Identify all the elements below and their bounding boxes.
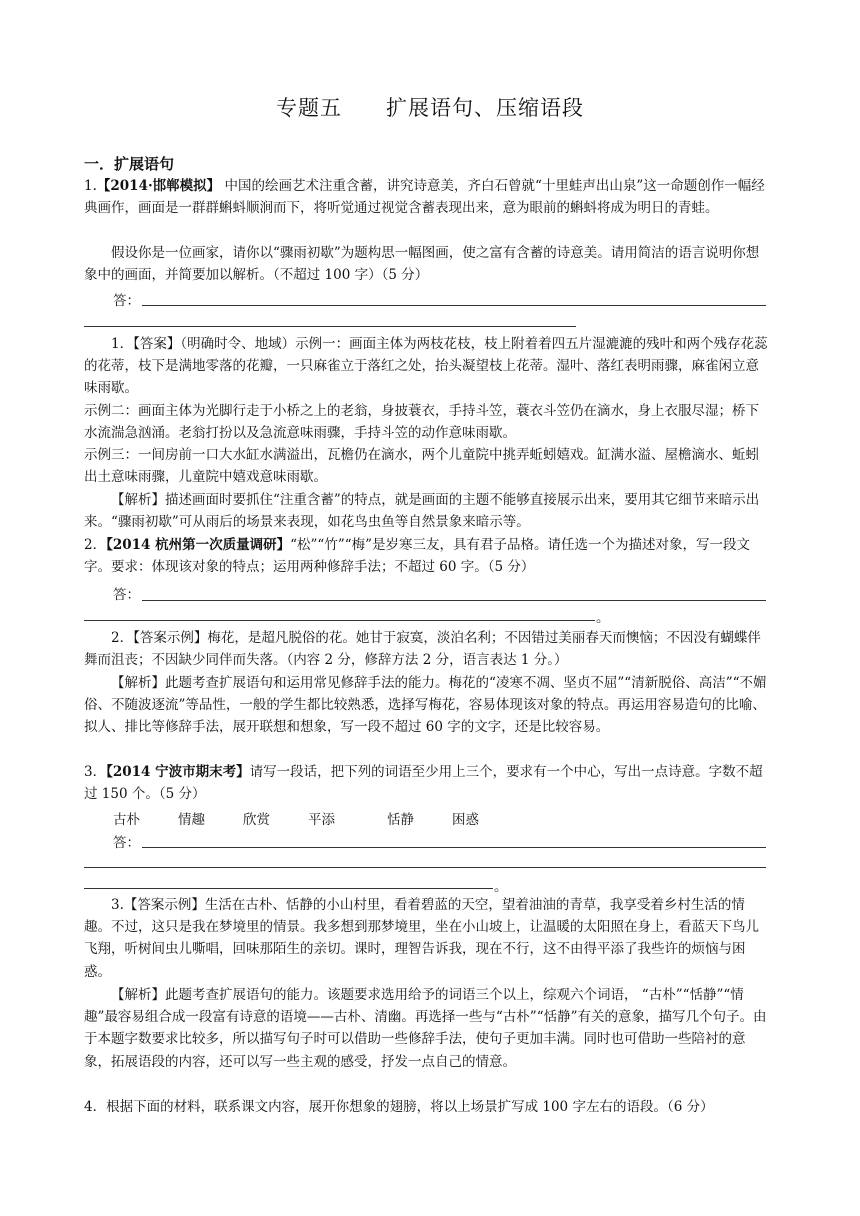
answer-1-head: 1．【答案】 [111,336,181,352]
question-1-task: 假设你是一位画家，请你以“骤雨初歇”为题构思一幅图画，使之富有含蓄的诗意美。请用简洁的语言说明你想象中的画面，并简要加以解析。（不超过 100 字）（5 分） [84,245,760,284]
analysis-2-text: 此题考查扩展语句和运用常见修辞手法的能力。梅花的“凌寒不凋、坚贞不屈”“清新脱俗、高洁”“不媚俗、不随波逐流”等品性，一般的学生都比较熟悉，选择写梅花，容易体现该对象的特点。再运用容易造句的比喻、拟人、排比等修辞手法，展开联想和想象，写一段不超过 60 字的文字，还是比较容易。 [84,675,767,736]
analysis-3-head: 【解析】 [111,987,165,1003]
answer-3-head: 3.【答案示例】 [111,897,205,913]
analysis-2-head: 【解析】 [111,675,165,691]
question-2-source: 【2014 杭州第一次质量调研】 [106,537,291,553]
word-item: 情趣 [178,812,205,828]
analysis-3-text: 此题考查扩展语句的能力。该题要求选用给予的词语三个以上，综观六个词语， “古朴”“恬静”“情趣”最容易组合成一段富有诗意的语境——古朴、清幽。再选择一些与“古朴”“恬静”有关的意象，描写几个句子。由于本题字数要求比较多，所以描写句子时可以借助一些修辞手法，使句子更加丰满。同时也可借助一些陪衬的意象，拓展语段的内容，还可以写一些主观的感受，抒发一点自己的情意。 [84,987,767,1070]
question-1-number: 1. [84,178,97,194]
answer-line[interactable] [84,326,576,327]
answer-1-example-3: 示例三：一间房前一口大水缸水满溢出，瓦檐仍在滴水，两个儿童院中挑弄蚯蚓嬉戏。缸满水溢、屋檐滴水、蚯蚓出土意味雨骤，儿童院中嬉戏意味雨歇。 [84,447,759,486]
answer-line[interactable] [84,620,595,621]
question-3-number: 3． [84,764,107,780]
answer-line[interactable] [84,867,766,868]
word-item: 古朴 [113,812,140,828]
answer-line-end: 。 [596,610,610,626]
question-3 [84,761,768,805]
answer-line[interactable] [142,305,766,306]
answer-label-3: 答： [113,835,140,851]
question-1-source: 【2014·邯郸模拟】 [96,178,221,194]
analysis-1-text: 描述画面时要抓住“注重含蓄”的特点，就是画面的主题不能够直接展示出来，要用其它细节来暗示出来。“骤雨初歇”可从雨后的场景来表现，如花鸟虫鱼等自然景象来暗示等。 [84,492,760,531]
question-2-text: “松”“竹”“梅”是岁寒三友，具有君子品格。请任选一个为描述对象，写一段文字。要求：体现该对象的特点；运用两种修辞手法；不超过 60 字。（5 分） [84,537,751,576]
answer-label-1: 答： [113,293,140,309]
answer-1-example-2: 示例二：画面主体为光脚行走于小桥之上的老翁，身披蓑衣，手持斗笠，蓑衣斗笠仍在滴水，身上衣服尽湿；桥下水流湍急汹涌。老翁打扮以及急流意味雨骤，手持斗笠的动作意味雨歇。 [84,403,759,442]
word-list [113,808,517,828]
answer-line[interactable] [142,600,766,601]
analysis-3 [84,984,768,1073]
question-1-text: 中国的绘画艺术注重含蓄，讲究诗意美，齐白石曾就“十里蛙声出山泉”这一命题创作一幅经典画作，画面是一群群蝌蚪顺涧而下，将听觉通过视觉含蓄表现出来，意为眼前的蝌蚪将成为明日的青蛙。 [84,178,765,217]
question-1 [84,175,768,219]
analysis-1-head: 【解析】 [111,492,165,508]
analysis-2 [84,672,768,739]
page-title [0,92,860,122]
question-4 [84,1096,768,1118]
question-2 [84,534,768,578]
section-heading: 一．扩展语句 [84,155,175,173]
word-item: 欣赏 [243,812,270,828]
question-3-text: 请写一段话，把下列的词语至少用上三个，要求有一个中心，写出一点诗意。字数不超过 150 个。（5 分） [84,764,763,803]
answer-label-2: 答： [113,587,140,603]
answer-1-text: （明确时令、地域）示例一：画面主体为两枝花枝，枝上附着着四五片湿漉漉的残叶和两个残存花蕊的花蒂，枝下是满地零落的花瓣，一只麻雀立于落红之处，抬头凝望枝上花蒂。湿叶、落红表明雨骤，麻雀闲立意味雨歇。 [84,336,768,397]
word-item: 平添 [308,812,335,828]
answer-2 [84,627,768,671]
question-4-text: 根据下面的材料，联系课文内容，展开你想象的翅膀，将以上场景扩写成 100 字左右的语段。（6 分） [106,1099,714,1115]
title-subject: 扩展语句、压缩语段 [386,96,584,120]
answer-2-head: 2．【答案示例】 [111,630,208,646]
answer-line-end: 。 [494,879,508,895]
question-3-source: 【2014 宁波市期末考】 [106,764,250,780]
answer-3 [84,894,768,983]
answer-line[interactable] [142,847,766,848]
answer-1 [84,333,768,400]
word-item: 恬静 [387,812,414,828]
answer-3-text: 生活在古朴、恬静的小山村里，看着碧蓝的天空，望着油油的青草，我享受着乡村生活的情趣。不过，这只是我在梦境里的情景。我多想到那梦境里，坐在小山坡上，让温暖的太阳照在身上，看蓝天下鸟儿飞翔，听树间虫儿嘶唱，回味那陌生的亲切。课时，理智告诉我，现在不行，这不由得平添了我些许的烦恼与困惑。 [84,897,759,980]
question-4-number: 4． [84,1099,107,1115]
question-2-number: 2． [84,537,107,553]
analysis-1 [84,489,768,533]
answer-line[interactable] [84,888,493,889]
answer-2-text: 梅花，是超凡脱俗的花。她甘于寂寞，淡泊名利；不因错过美丽春天而懊恼；不因没有蝴蝶伴舞而沮丧；不因缺少同伴而失落。（内容 2 分，修辞方法 2 分，语言表达 1 分。） [84,630,761,669]
title-topic: 专题五 [276,96,342,120]
word-item: 困惑 [452,812,479,828]
